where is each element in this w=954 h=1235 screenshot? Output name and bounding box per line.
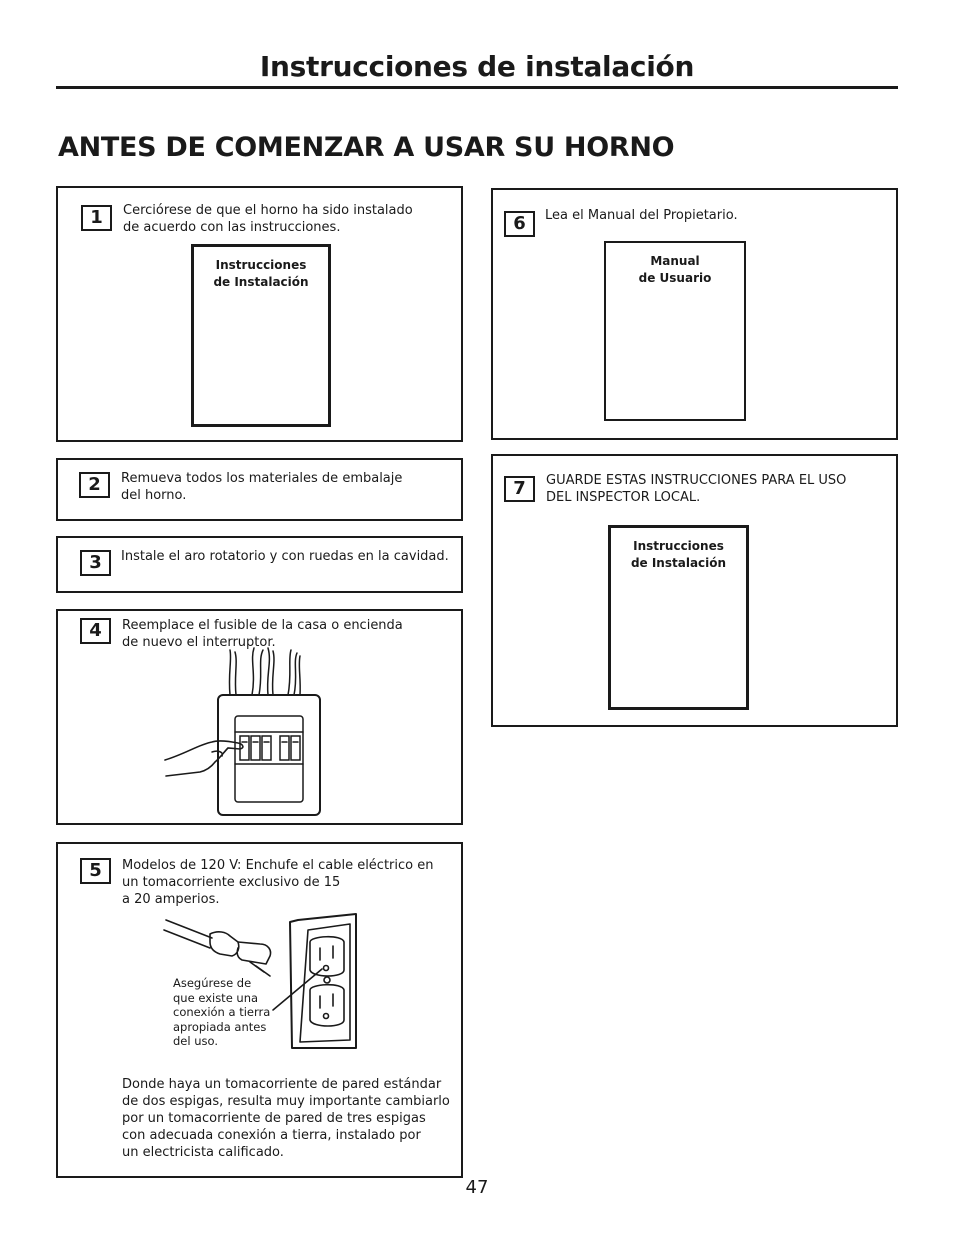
- step-6-booklet: Manual de Usuario: [604, 241, 746, 421]
- breaker-panel-illustration: [160, 648, 330, 818]
- step-4-number: 4: [80, 618, 111, 644]
- step-2-number: 2: [79, 472, 110, 498]
- step-5-note: Donde haya un tomacorriente de pared estándar de dos espigas, resulta muy importante cambiarlo por un tomacorriente de pared de tres espigas con adecuada conexión a tierra, instalado por un electricista calificado.: [122, 1077, 450, 1160]
- step-3-text: Instale el aro rotatorio y con ruedas en la cavidad.: [121, 549, 449, 564]
- step-6-number: 6: [504, 211, 535, 237]
- step-7-booklet: Instrucciones de Instalación: [608, 525, 749, 710]
- step-6-text: Lea el Manual del Propietario.: [545, 208, 738, 223]
- page-number: 47: [465, 1177, 489, 1198]
- step-5-text: Modelos de 120 V: Enchufe el cable eléctrico en un tomacorriente exclusivo de 15 a 20 amperios.: [122, 858, 434, 907]
- step-7-text: GUARDE ESTAS INSTRUCCIONES PARA EL USO DEL INSPECTOR LOCAL.: [546, 473, 847, 505]
- step-1-text: Cerciórese de que el horno ha sido instalado de acuerdo con las instrucciones.: [123, 203, 413, 235]
- step-2-text: Remueva todos los materiales de embalaje del horno.: [121, 471, 403, 503]
- title-rule: [56, 86, 898, 89]
- section-title: ANTES DE COMENZAR A USAR SU HORNO: [58, 132, 675, 163]
- step-3-number: 3: [80, 550, 111, 576]
- step-4-text: Reemplace el fusible de la casa o encienda de nuevo el interruptor.: [122, 618, 403, 650]
- step-1-booklet: Instrucciones de Instalación: [191, 244, 331, 427]
- page-title: Instrucciones de instalación: [259, 50, 695, 83]
- step-5-number: 5: [80, 858, 111, 884]
- step-7-number: 7: [504, 476, 535, 502]
- step-1-number: 1: [81, 205, 112, 231]
- step-5-callout: Asegúrese de que existe una conexión a tierra apropiada antes del uso.: [173, 976, 271, 1048]
